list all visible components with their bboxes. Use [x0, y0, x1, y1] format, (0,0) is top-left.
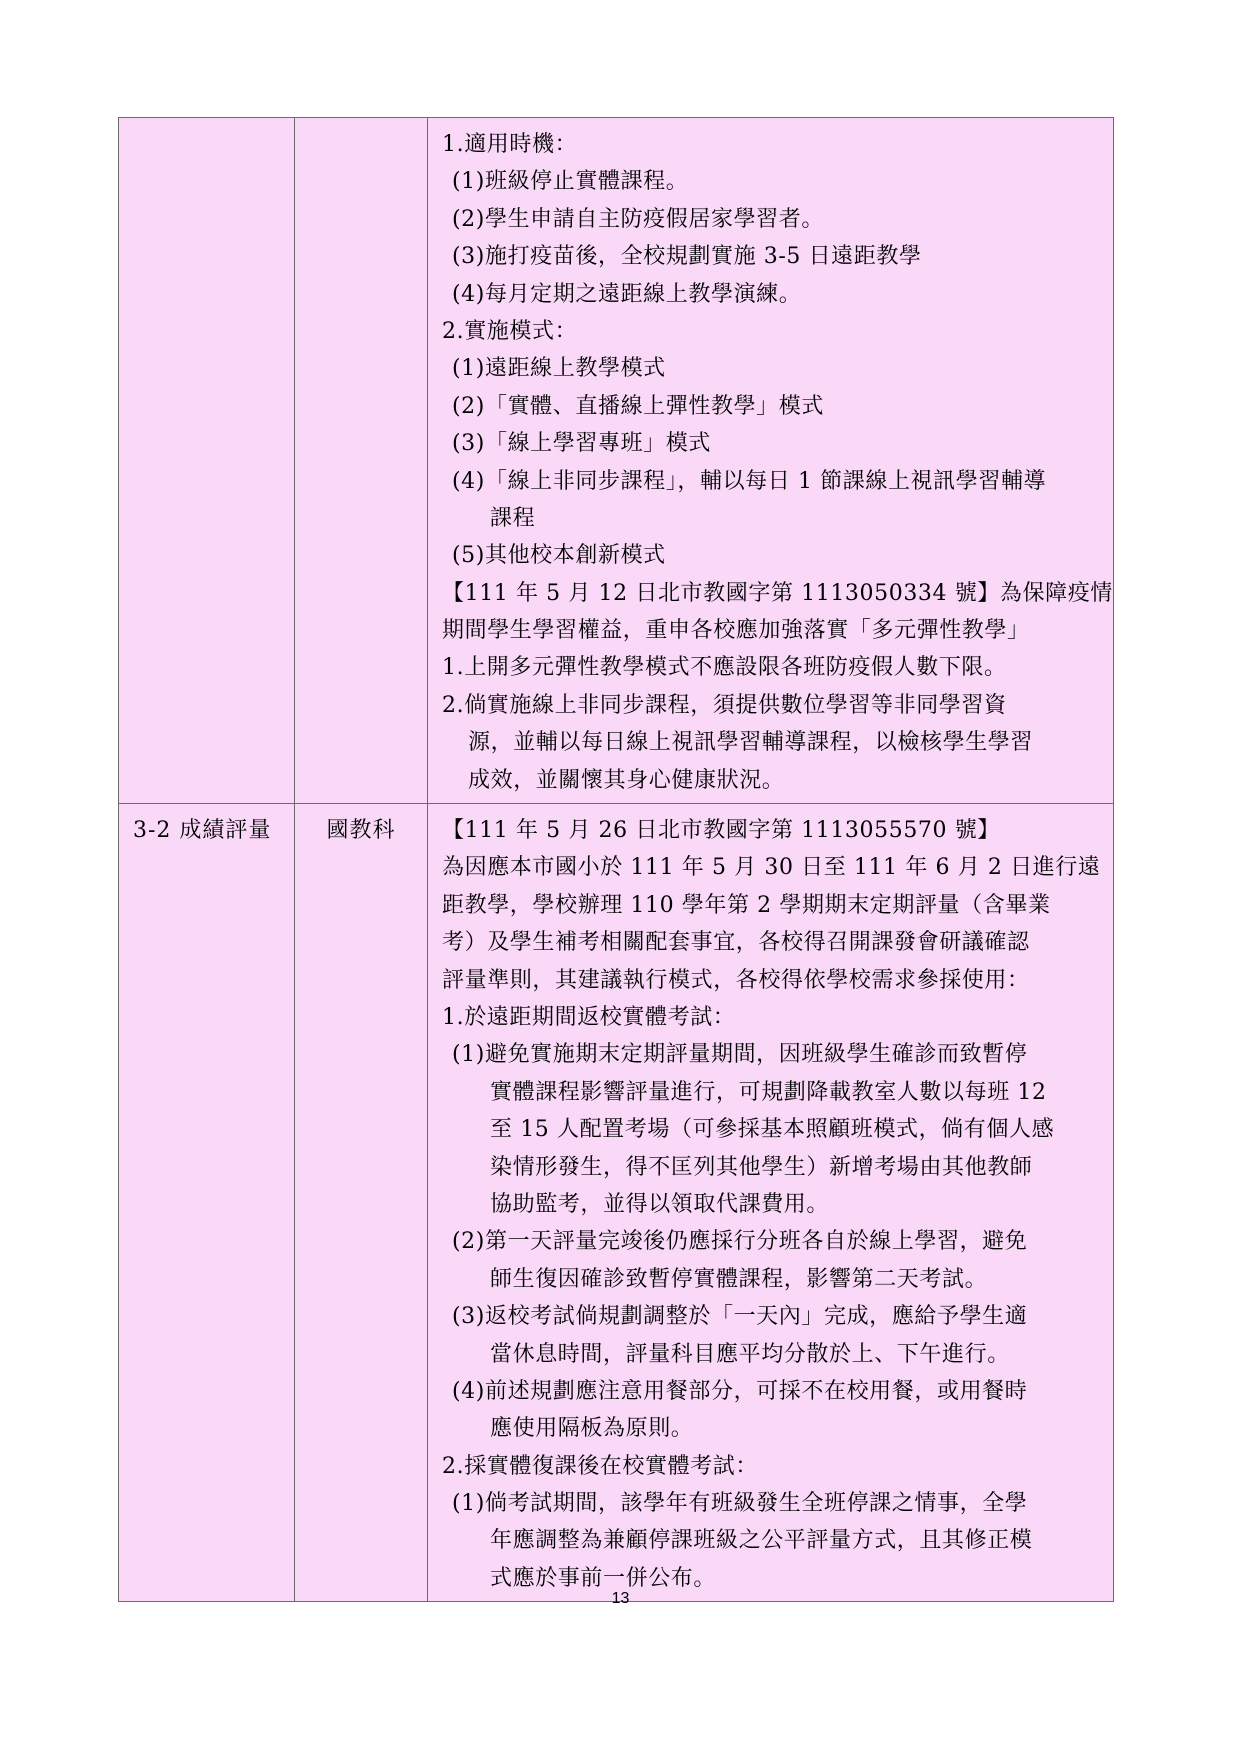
text-line: (1)班級停止實體課程。	[452, 169, 689, 195]
text-line: 實體課程影響評量進行，可規劃降載教室人數以每班 12	[490, 1079, 1047, 1105]
text-line: 協助監考，並得以領取代課費用。	[490, 1191, 830, 1217]
text-line: (3)返校考試倘規劃調整於「一天內」完成，應給予學生適	[452, 1304, 1028, 1330]
text-line: 成效，並關懷其身心健康狀況。	[468, 767, 785, 793]
text-line: 【111 年 5 月 12 日北市教國字第 1113050334 號】為保障疫情	[442, 580, 1113, 606]
item-label: 3-2 成績評量	[133, 818, 272, 844]
text-line: 評量準則，其建議執行模式，各校得依學校需求參採使用：	[442, 967, 1030, 993]
text-line: (5)其他校本創新模式	[452, 543, 666, 569]
text-line: (2)「實體、直播線上彈性教學」模式	[452, 393, 824, 419]
description-cell	[428, 118, 1114, 804]
text-line: 為因應本市國小於 111 年 5 月 30 日至 111 年 6 月 2 日進行遠	[442, 855, 1101, 881]
text-line: (1)避免實施期末定期評量期間，因班級學生確診而致暫停	[452, 1042, 1028, 1068]
text-line: 當休息時間，評量科目應平均分散於上、下午進行。	[490, 1341, 1010, 1367]
text-line: 期間學生學習權益，重申各校應加強落實「多元彈性教學」	[442, 618, 1030, 644]
text-line: (3)「線上學習專班」模式	[452, 431, 711, 457]
text-line: 1.上開多元彈性教學模式不應設限各班防疫假人數下限。	[442, 655, 1007, 681]
text-line: 2.倘實施線上非同步課程，須提供數位學習等非同學習資	[442, 692, 1007, 718]
page-number: 13	[611, 1590, 630, 1607]
content-table	[118, 117, 1114, 1602]
description-cell	[428, 804, 1114, 1602]
text-line: 距教學，學校辦理 110 學年第 2 學期期末定期評量（含畢業	[442, 892, 1051, 918]
text-line: (3)施打疫苗後，全校規劃實施 3-5 日遠距教學	[452, 244, 922, 270]
text-line: 1.適用時機：	[442, 132, 578, 157]
item-label	[133, 126, 280, 163]
item-cell	[119, 118, 295, 804]
text-line: 2.採實體復課後在校實體考試：	[442, 1453, 758, 1479]
text-line: 課程	[490, 505, 536, 531]
text-line: 1.於遠距期間返校實體考試：	[442, 1004, 736, 1030]
text-line: 染情形發生，得不匡列其他學生）新增考場由其他教師	[490, 1154, 1033, 1180]
text-line: (4)前述規劃應注意用餐部分，可採不在校用餐，或用餐時	[452, 1378, 1028, 1404]
item-cell	[119, 804, 295, 1602]
text-line: 至 15 人配置考場（可參採基本照顧班模式，倘有個人感	[490, 1117, 1055, 1143]
text-line: (1)遠距線上教學模式	[452, 356, 666, 382]
text-line: 應使用隔板為原則。	[490, 1416, 694, 1442]
text-line: (1)倘考試期間，該學年有班級發生全班停課之情事，全學	[452, 1491, 1028, 1517]
unit-cell	[295, 118, 428, 804]
text-line: 2.實施模式：	[442, 318, 578, 344]
text-line: (4)「線上非同步課程」，輔以每日 1 節課線上視訊學習輔導	[452, 468, 1047, 494]
unit-label	[309, 126, 413, 163]
text-line: 源，並輔以每日線上視訊學習輔導課程，以檢核學生學習	[468, 730, 1034, 756]
table-row	[119, 804, 1114, 1602]
text-line: 考）及學生補考相關配套事宜，各校得召開課發會研議確認	[442, 930, 1030, 956]
unit-cell	[295, 804, 428, 1602]
text-line: 年應調整為兼顧停課班級之公平評量方式，且其修正模	[490, 1528, 1033, 1554]
text-line: (4)每月定期之遠距線上教學演練。	[452, 281, 802, 307]
text-line: 式應於事前一併公布。	[490, 1565, 717, 1591]
table-row	[119, 118, 1114, 804]
text-line: 師生復因確診致暫停實體課程，影響第二天考試。	[490, 1266, 988, 1292]
unit-label: 國教科	[326, 818, 396, 844]
text-line: (2)學生申請自主防疫假居家學習者。	[452, 206, 824, 232]
text-line: (2)第一天評量完竣後仍應採行分班各自於線上學習，避免	[452, 1229, 1028, 1255]
text-line: 【111 年 5 月 26 日北市教國字第 1113055570 號】	[442, 818, 1000, 844]
